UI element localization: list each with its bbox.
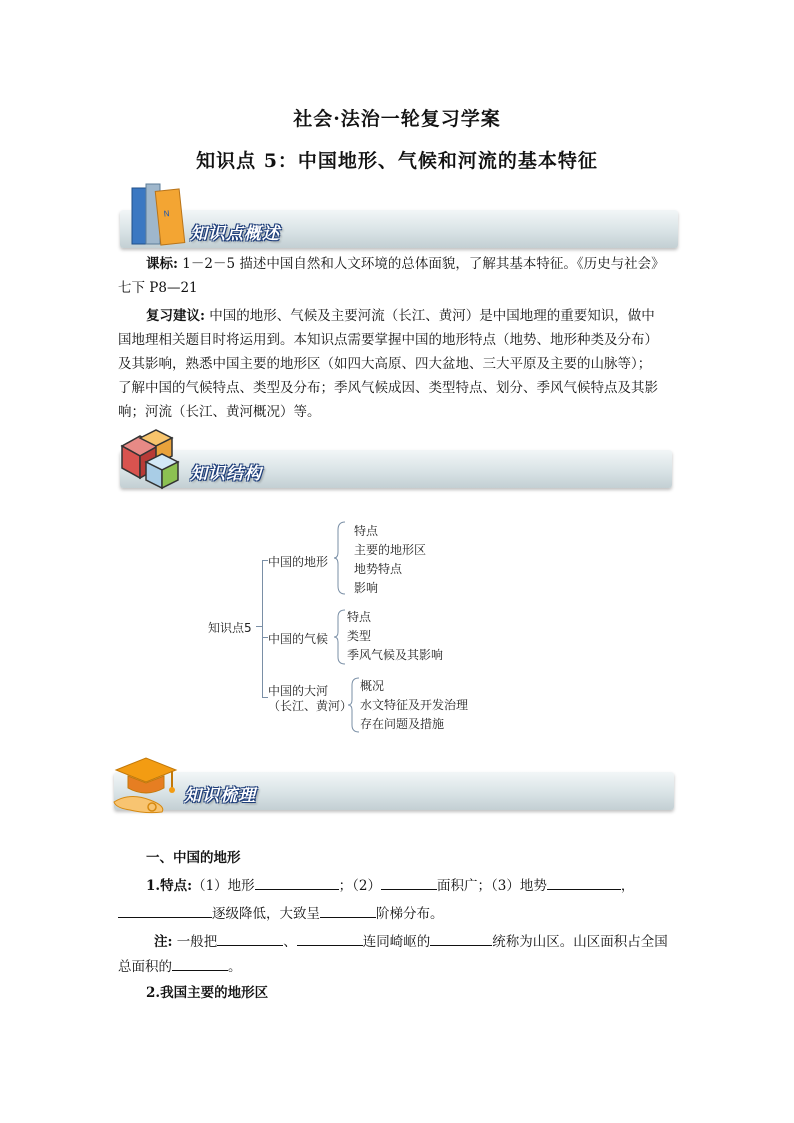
- tree-rivers-child-1: 概况: [360, 679, 385, 693]
- p1-text-b: ；（2）: [338, 878, 382, 894]
- tree-branch-climate: 中国的气候: [268, 632, 329, 646]
- page-title: 社会·法治一轮复习学案: [293, 108, 501, 130]
- tree-terrain-child-3: 地势特点: [354, 562, 403, 576]
- advice-line5: 响；河流（长江、黄河概况）等。: [118, 404, 321, 420]
- p1-text-a: （1）地形: [192, 878, 255, 894]
- page-subtitle: 知识点 5：中国地形、气候和河流的基本特征: [196, 150, 598, 172]
- overview-banner-label: 知识点概述: [190, 224, 280, 244]
- note-line2-a: 总面积的: [118, 959, 172, 975]
- p3-heading: 2.我国主要的地形区: [146, 985, 269, 1001]
- p1-label: 1.特点:: [146, 878, 193, 894]
- advice-line1: 中国的地形、气候及主要河流（长江、黄河）是中国地理的重要知识，做中: [204, 308, 655, 324]
- blank-step-count[interactable]: [320, 901, 376, 918]
- branch1-brace: [334, 520, 346, 596]
- advice-line2: 国地理相关题目时将运用到。本知识点需要掌握中国的地形特点（地势、地形种类及分布）: [118, 332, 658, 348]
- branch2-brace: [334, 608, 346, 666]
- note-text-d: 统称为山区。山区面积占全国: [492, 934, 668, 950]
- tree-root-stub: [256, 626, 262, 627]
- advice-line3: 及其影响，熟悉中国主要的地形区（如四大高原、四大盆地、三大平原及主要的山脉等）；: [118, 356, 652, 372]
- advice-label: 复习建议:: [146, 308, 205, 324]
- p1-text-c: 面积广；（3）地势: [437, 878, 547, 894]
- note-text-a: 一般把: [172, 934, 218, 950]
- note-text-c: 连同崎岖的: [362, 934, 431, 950]
- blank-landform-1[interactable]: [217, 929, 283, 946]
- tree-terrain-child-1: 特点: [354, 524, 379, 538]
- tree-root: 知识点5: [208, 621, 252, 635]
- tree-rivers-child-2: 水文特征及开发治理: [360, 698, 469, 712]
- note-label: 注:: [154, 934, 173, 950]
- tree-branch-rivers-sub: （长江、黄河）: [268, 699, 353, 713]
- graduation-cap-icon: [110, 752, 184, 816]
- blank-area[interactable]: [381, 873, 437, 890]
- note-text-b: 、: [283, 934, 297, 950]
- blank-landform-3[interactable]: [430, 929, 492, 946]
- tree-branch-rivers: 中国的大河: [268, 684, 329, 698]
- blank-terrain-slope[interactable]: [547, 873, 621, 890]
- note-line2-b: 。: [228, 959, 242, 975]
- p2-text-b: 阶梯分布。: [376, 906, 444, 922]
- tree-climate-child-2: 类型: [347, 629, 372, 643]
- review-heading: 一、中国的地形: [146, 850, 241, 866]
- tree-climate-child-1: 特点: [347, 610, 372, 624]
- review-section: [118, 846, 688, 1005]
- tree-branch-terrain: 中国的地形: [268, 555, 329, 569]
- kebiao-label: 课标:: [146, 256, 178, 272]
- structure-banner-label: 知识结构: [190, 464, 262, 484]
- blank-direction[interactable]: [118, 901, 212, 918]
- advice-line4: 了解中国的气候特点、类型及分布；季风气候成因、类型特点、划分、季风气候特点及其影: [118, 380, 658, 396]
- tree-terrain-child-2: 主要的地形区: [354, 543, 427, 557]
- blank-mountain-share[interactable]: [172, 954, 228, 971]
- review-banner-label: 知识梳理: [184, 786, 256, 806]
- kebiao-text: 1－2－5 描述中国自然和人文环境的总体面貌，了解其基本特征。《历史与社会》: [177, 256, 665, 272]
- branch3-brace: [348, 676, 360, 734]
- blank-terrain-type[interactable]: [255, 873, 339, 890]
- svg-text:N: N: [163, 209, 171, 219]
- tree-root-connector: [262, 560, 263, 698]
- p1-text-d: ，: [620, 878, 635, 894]
- tree-rivers-child-3: 存在问题及措施: [360, 717, 445, 731]
- blank-landform-2[interactable]: [297, 929, 363, 946]
- tree-climate-child-3: 季风气候及其影响: [347, 648, 444, 662]
- p2-text-a: 逐级降低，大致呈: [212, 906, 320, 922]
- kebiao-line2: 七下 P8—21: [118, 280, 198, 296]
- tree-terrain-child-4: 影响: [354, 581, 379, 595]
